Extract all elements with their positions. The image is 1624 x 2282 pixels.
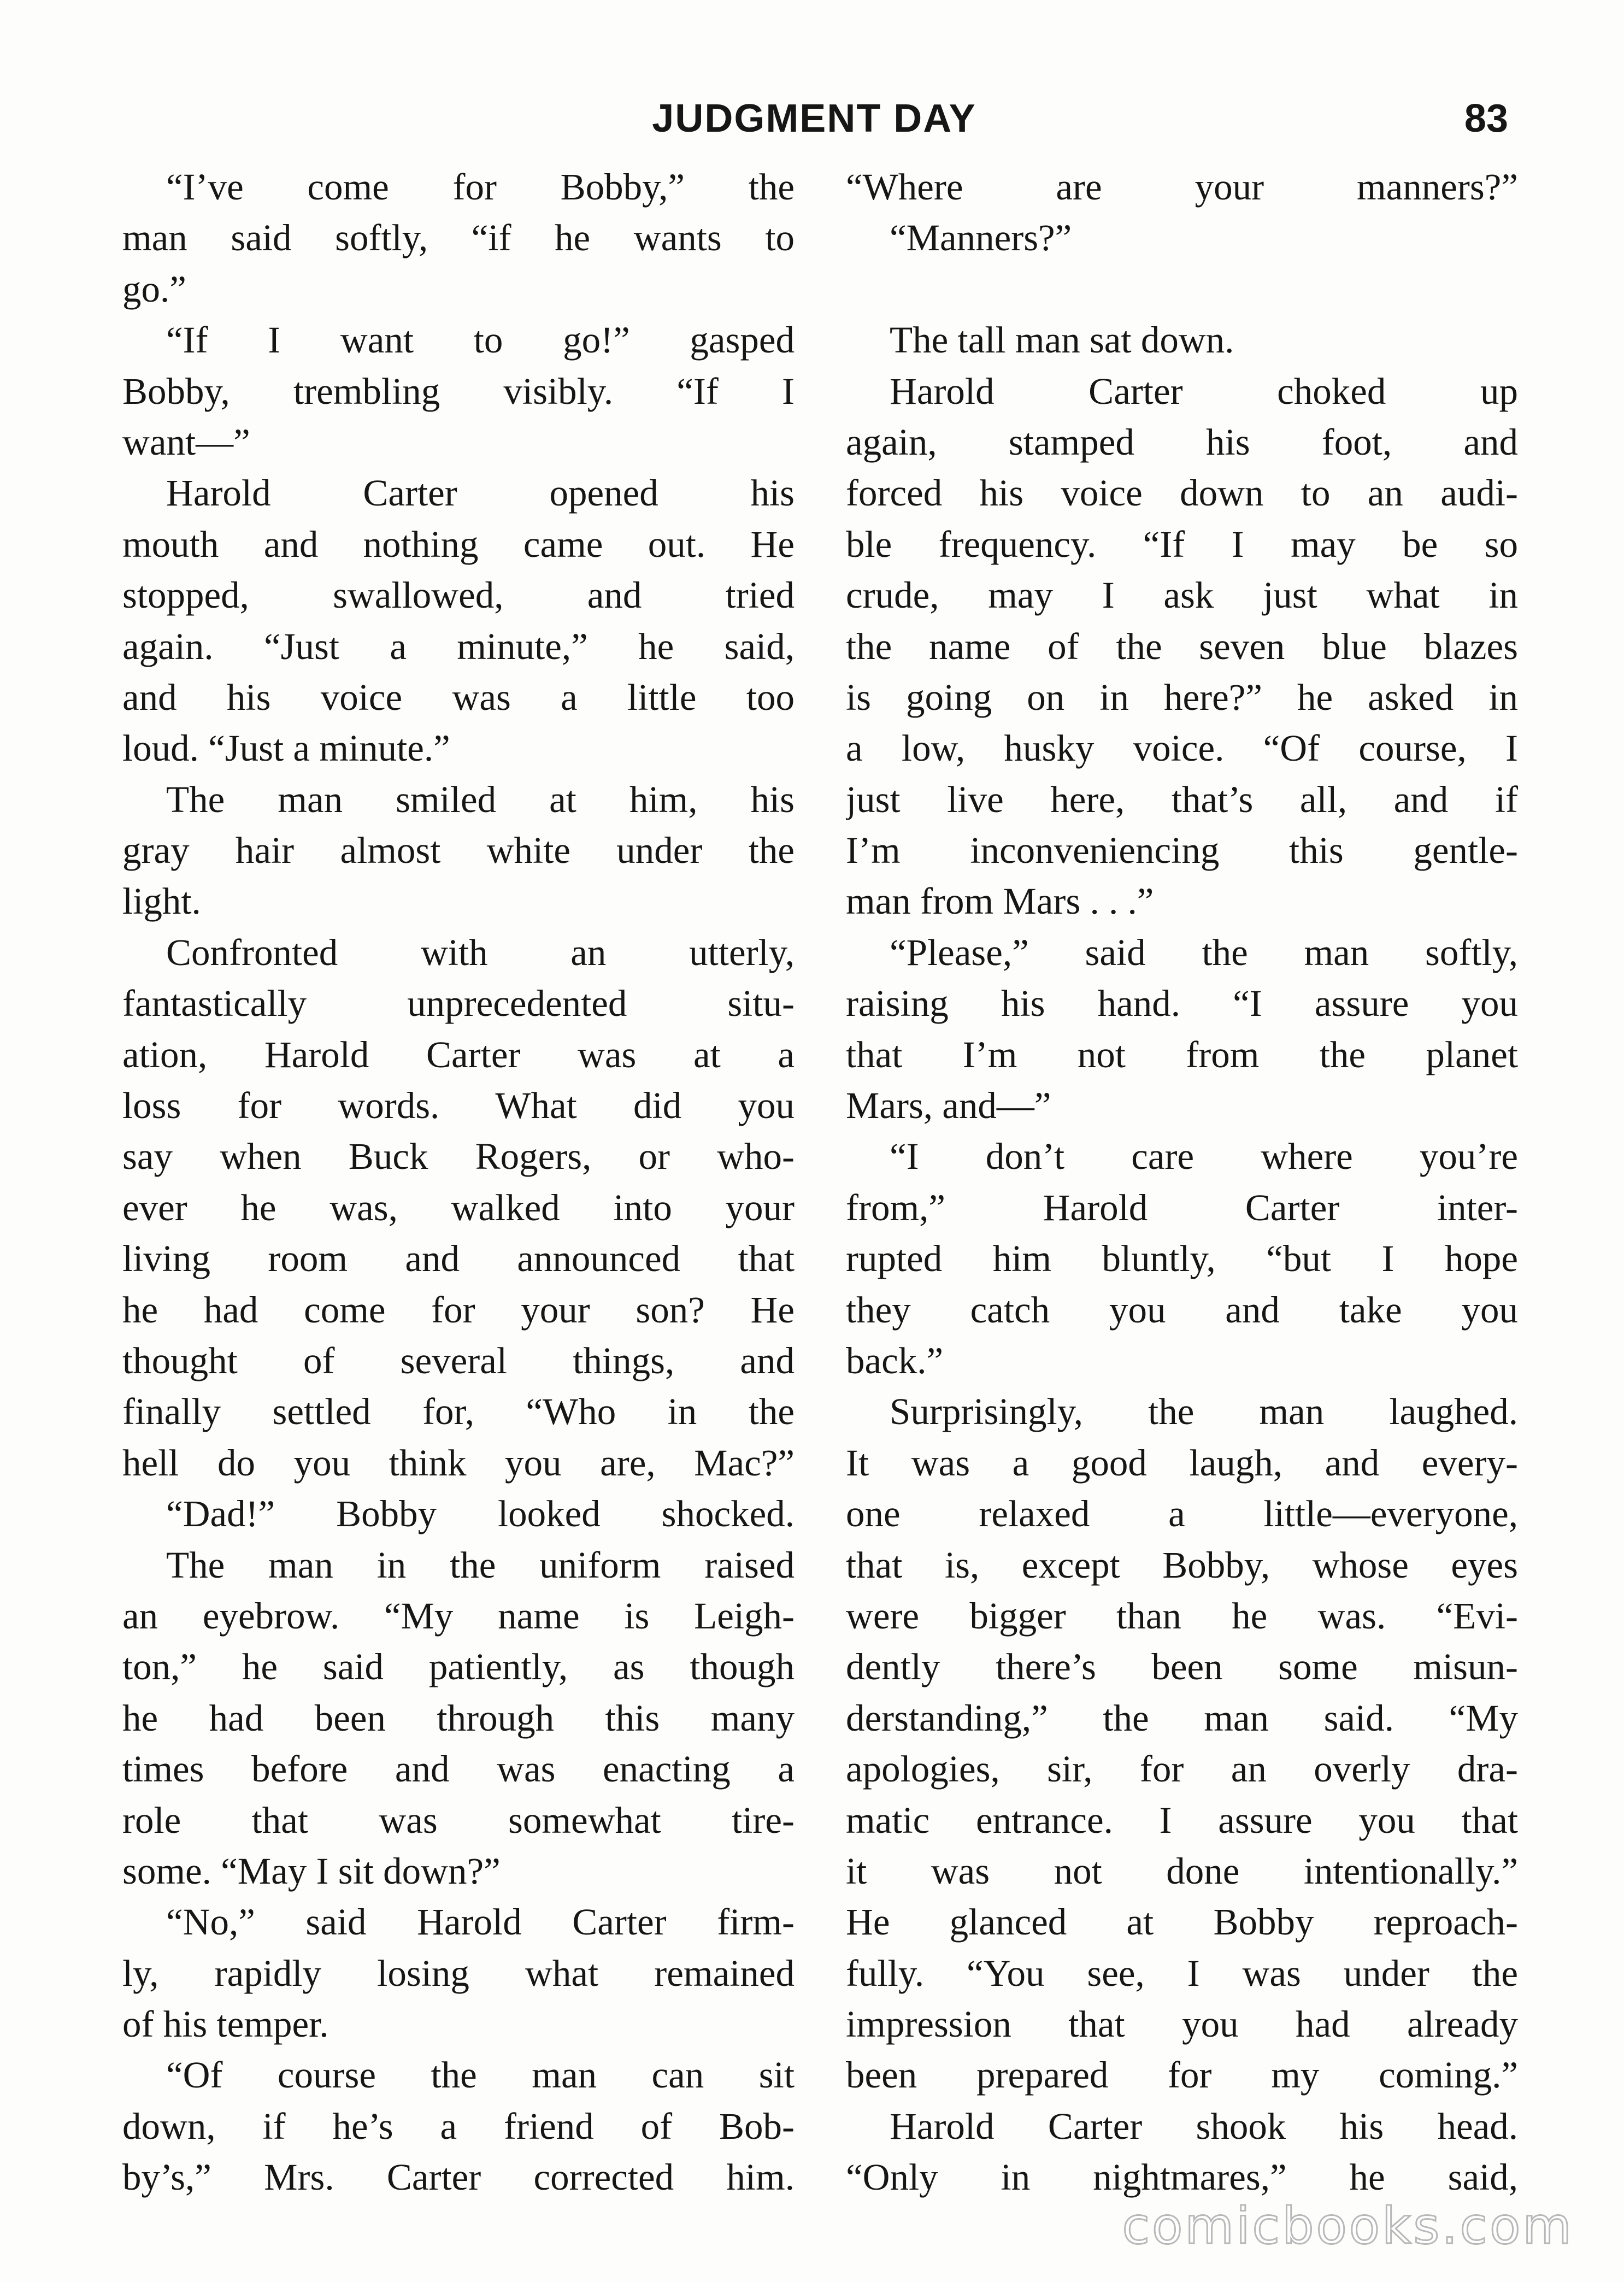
text-line: man from Mars . . .” [846,880,1154,922]
text-line: gray hair almost white under the [122,830,795,872]
text-line: is going on in here?” he asked in [846,676,1518,718]
text-line: Bobby, trembling visibly. “If I [122,370,795,412]
text-line: apologies, sir, for an overly dra- [846,1748,1518,1790]
text-line: ble frequency. “If I may be so [846,523,1518,565]
text-line: “Of course the man can sit [166,2054,795,2096]
text-line: Harold Carter choked up [890,370,1518,412]
text-line: ation, Harold Carter was at a [122,1033,795,1075]
running-header [120,96,1508,162]
text-line: “If I want to go!” gasped [166,319,795,361]
text-line: “I don’t care where you’re [890,1136,1518,1178]
text-line: hell do you think you are, Mac?” [122,1442,795,1484]
text-line: just live here, that’s all, and if [846,778,1518,820]
site-watermark: comicbooks.com [1122,2197,1574,2255]
text-line: down, if he’s a friend of Bob- [122,2105,795,2147]
text-line: man said softly, “if he wants to [122,217,795,259]
text-line: “Only in nightmares,” he said, [846,2156,1518,2198]
text-line: one relaxed a little—everyone, [846,1493,1518,1535]
text-line: The man smiled at him, his [166,778,795,820]
text-line: light. [122,880,201,922]
text-line: “I’ve come for Bobby,” the [166,166,795,208]
text-line: finally settled for, “Who in the [122,1391,795,1433]
text-line: He glanced at Bobby reproach- [846,1901,1518,1943]
text-line: “Please,” said the man softly, [890,931,1518,973]
text-line: times before and was enacting a [122,1748,795,1790]
text-line: derstanding,” the man said. “My [846,1697,1518,1739]
text-line: crude, may I ask just what in [846,574,1518,616]
text-line: fully. “You see, I was under the [846,1952,1518,1994]
text-line: some. “May I sit down?” [122,1850,501,1892]
text-line: of his temper. [122,2003,329,2045]
text-line: role that was somewhat tire- [122,1799,795,1841]
text-line: Surprisingly, the man laughed. [890,1391,1518,1433]
text-line: Confronted with an utterly, [166,931,795,973]
text-line: he had come for your son? He [122,1289,795,1331]
text-line: by’s,” Mrs. Carter corrected him. [122,2156,795,2198]
text-line: “Manners?” [890,217,1072,259]
text-line: matic entrance. I assure you that [846,1799,1518,1841]
text-line: impression that you had already [846,2003,1518,2045]
text-line: “Dad!” Bobby looked shocked. [166,1493,795,1535]
text-line: again. “Just a minute,” he said, [122,625,795,667]
text-line: were bigger than he was. “Evi- [846,1595,1518,1637]
text-line: ly, rapidly losing what remained [122,1952,795,1994]
text-line: rupted him bluntly, “but I hope [846,1238,1518,1280]
text-line: living room and announced that [122,1238,795,1280]
text-line: it was not done intentionally.” [846,1850,1518,1892]
text-line: say when Buck Rogers, or who- [122,1136,795,1178]
text-line: go.” [122,268,186,310]
page-number: 83 [1464,97,1508,140]
text-line: Harold Carter shook his head. [890,2105,1518,2147]
text-line: loss for words. What did you [122,1085,795,1127]
text-line: ever he was, walked into your [122,1186,795,1228]
text-line: Mars, and—” [846,1085,1051,1127]
text-line [846,264,1518,315]
right-text-column [846,162,1518,2203]
text-line: The tall man sat down. [890,319,1234,361]
text-line: a low, husky voice. “Of course, I [846,727,1518,769]
text-line: that I’m not from the planet [846,1033,1518,1075]
text-line: he had been through this many [122,1697,795,1739]
text-line: and his voice was a little too [122,676,795,718]
text-line: from,” Harold Carter inter- [846,1186,1518,1228]
text-line: thought of several things, and [122,1339,795,1381]
text-line: been prepared for my coming.” [846,2054,1518,2096]
text-line: the name of the seven blue blazes [846,625,1518,667]
text-line: want—” [122,421,250,463]
left-text-column [122,162,795,2203]
text-line: again, stamped his foot, and [846,421,1518,463]
text-line: they catch you and take you [846,1289,1518,1331]
text-line: forced his voice down to an audi- [846,472,1518,514]
text-line: back.” [846,1339,944,1381]
text-line: ton,” he said patiently, as though [122,1646,795,1688]
text-line: that is, except Bobby, whose eyes [846,1544,1518,1586]
text-line: fantastically unprecedented situ- [122,983,795,1025]
text-line: I’m inconveniencing this gentle- [846,830,1518,872]
text-line: raising his hand. “I assure you [846,983,1518,1025]
text-line: “No,” said Harold Carter firm- [166,1901,795,1943]
text-line: Harold Carter opened his [166,472,795,514]
text-line: “Where are your manners?” [846,166,1518,208]
running-title: JUDGMENT DAY [652,97,976,140]
text-line: mouth and nothing came out. He [122,523,795,565]
text-line: loud. “Just a minute.” [122,727,450,769]
text-line: an eyebrow. “My name is Leigh- [122,1595,795,1637]
text-line: The man in the uniform raised [166,1544,795,1586]
text-line: stopped, swallowed, and tried [122,574,795,616]
text-line: dently there’s been some misun- [846,1646,1518,1688]
text-line: It was a good laugh, and every- [846,1442,1518,1484]
